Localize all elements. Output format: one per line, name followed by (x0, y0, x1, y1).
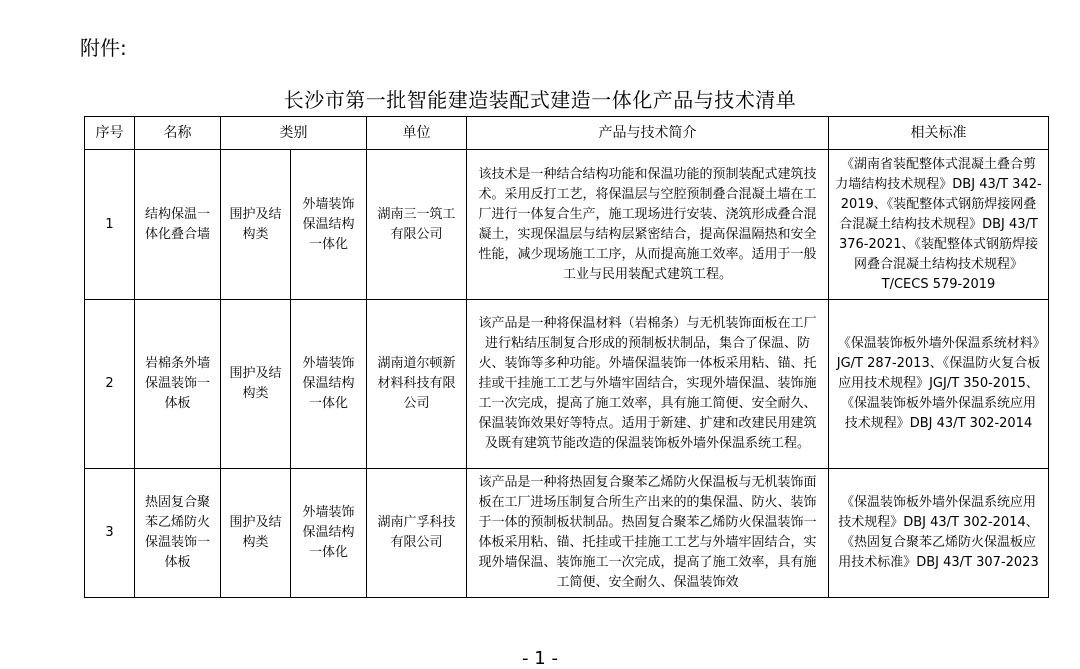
row-intro: 该产品是一种将热固复合聚苯乙烯防火保温板与无机装饰面板在工厂进场压制复合所生产出来的的集保温、防火、装饰于一体的预制板状制品。热固复合聚苯乙烯防火保温装饰一体板采用粘、锚、托挂或干挂施工工艺与外墙牢固结合，实现外墙保温、装饰施工一次完成，提高了施工效率，具有施工简便、安全耐久、保温装饰效 (467, 469, 829, 598)
row-standards: 《保温装饰板外墙外保温系统材料》JG/T 287-2013、《保温防火复合板应用技术规程》JGJ/T 350-2015、《保温装饰板外墙外保温系统应用技术规程》DBJ 43/T 302-2014 (829, 300, 1049, 469)
row-category-sub: 外墙装饰保温结构一体化 (291, 469, 367, 598)
row-name: 岩棉条外墙保温装饰一体板 (135, 300, 221, 469)
table-row (85, 150, 1049, 300)
row-category-sub: 外墙装饰保温结构一体化 (291, 300, 367, 469)
row-intro: 该产品是一种将保温材料（岩棉条）与无机装饰面板在工厂进行粘结压制复合形成的预制板状制品，集合了保温、防火、装饰等多种功能。外墙保温装饰一体板采用粘、锚、托挂或干挂施工工艺与外墙牢固结合，实现外墙保温、装饰施工一次完成，提高了施工效率，具有施工简便、安全耐久、保温装饰效果好等特点。适用于新建、扩建和改建民用建筑及既有建筑节能改造的保温装饰板外墙外保温系统工程。 (467, 300, 829, 469)
header-company: 单位 (367, 117, 467, 150)
header-category: 类别 (221, 117, 367, 150)
row-name: 热固复合聚苯乙烯防火保温装饰一体板 (135, 469, 221, 598)
product-technology-table (84, 116, 1049, 598)
row-category-sub: 外墙装饰保温结构一体化 (291, 150, 367, 300)
table-row (85, 469, 1049, 598)
row-standards: 《保温装饰板外墙外保温系统应用技术规程》DBJ 43/T 302-2014、《热固复合聚苯乙烯防火保温板应用技术标准》DBJ 43/T 307-2023 (829, 469, 1049, 598)
row-index: 3 (85, 469, 135, 598)
row-index: 1 (85, 150, 135, 300)
row-company: 湖南道尔顿新材料科技有限公司 (367, 300, 467, 469)
header-intro: 产品与技术简介 (467, 117, 829, 150)
table-header-row (85, 117, 1049, 150)
table-row (85, 300, 1049, 469)
row-category-main: 围护及结构类 (221, 150, 291, 300)
row-intro: 该技术是一种结合结构功能和保温功能的预制装配式建筑技术。采用反打工艺，将保温层与空腔预制叠合混凝土墙在工厂进行一体复合生产，施工现场进行安装、浇筑形成叠合混凝土，实现保温层与结构层紧密结合，提高保温隔热和安全性能，减少现场施工工序，从而提高施工效率。适用于一般工业与民用装配式建筑工程。 (467, 150, 829, 300)
row-standards: 《湖南省装配整体式混凝土叠合剪力墙结构技术规程》DBJ 43/T 342-2019、《装配整体式钢筋焊接网叠合混凝土结构技术规程》DBJ 43/T 376-2021、《装配整体式钢筋焊接网叠合混凝土结构技术规程》T/CECS 579-2019 (829, 150, 1049, 300)
row-category-main: 围护及结构类 (221, 300, 291, 469)
row-company: 湖南三一筑工有限公司 (367, 150, 467, 300)
page-number: - 1 - (522, 648, 558, 669)
row-company: 湖南广孚科技有限公司 (367, 469, 467, 598)
header-index: 序号 (85, 117, 135, 150)
document-title: 长沙市第一批智能建造装配式建造一体化产品与技术清单 (283, 88, 797, 112)
header-name: 名称 (135, 117, 221, 150)
attachment-label: 附件: (80, 36, 127, 60)
row-category-main: 围护及结构类 (221, 469, 291, 598)
header-standards: 相关标准 (829, 117, 1049, 150)
row-name: 结构保温一体化叠合墙 (135, 150, 221, 300)
row-index: 2 (85, 300, 135, 469)
